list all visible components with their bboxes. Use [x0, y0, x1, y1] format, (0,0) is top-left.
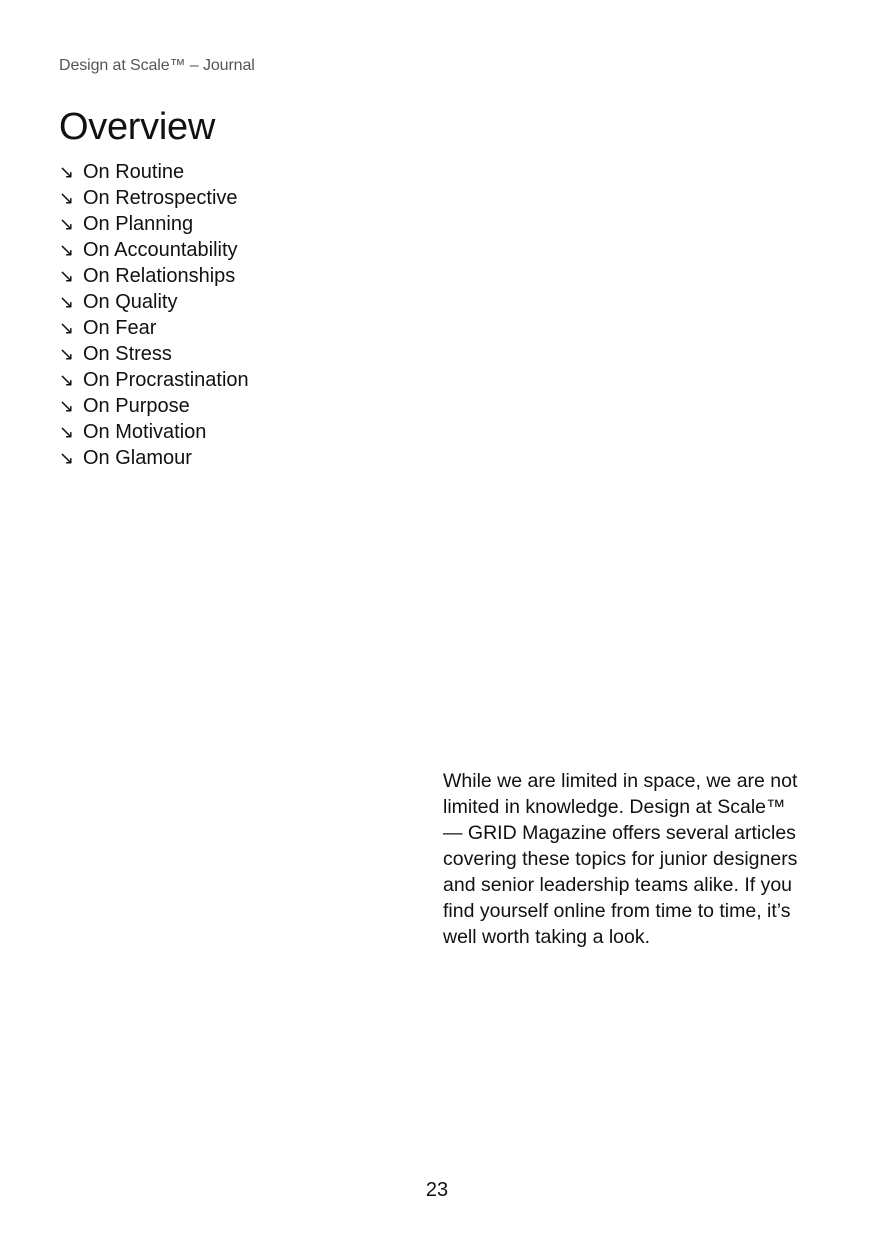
toc-item-motivation [59, 419, 249, 445]
toc-item-label: On Procrastination [83, 369, 249, 391]
arrow-down-right-icon: ↘ [59, 240, 75, 261]
toc-item-retrospective [59, 185, 249, 211]
toc-item-planning [59, 211, 249, 237]
toc-item-label: On Stress [83, 343, 172, 365]
table-of-contents [59, 159, 249, 471]
arrow-down-right-icon: ↘ [59, 214, 75, 235]
toc-item-label: On Quality [83, 291, 178, 313]
toc-item-quality [59, 289, 249, 315]
page-number: 23 [425, 1179, 449, 1201]
toc-item-routine [59, 159, 249, 185]
toc-item-glamour [59, 445, 249, 471]
toc-item-label: On Accountability [83, 239, 238, 261]
note-line: While we are limited in space, we are not [443, 770, 798, 792]
arrow-down-right-icon: ↘ [59, 188, 75, 209]
arrow-down-right-icon: ↘ [59, 292, 75, 313]
toc-item-purpose [59, 393, 249, 419]
toc-item-label: On Retrospective [83, 187, 238, 209]
arrow-down-right-icon: ↘ [59, 370, 75, 391]
toc-item-label: On Fear [83, 317, 157, 339]
note-line: limited in knowledge. Design at Scale™ [443, 796, 786, 818]
page-title: Overview [59, 106, 215, 148]
arrow-down-right-icon: ↘ [59, 266, 75, 287]
toc-item-label: On Routine [83, 161, 185, 183]
toc-item-relationships [59, 263, 249, 289]
note-line: find yourself online from time to time, it’s [443, 900, 791, 922]
note-line: and senior leadership teams alike. If you [443, 874, 793, 896]
toc-item-label: On Motivation [83, 421, 207, 443]
arrow-down-right-icon: ↘ [59, 422, 75, 443]
note-line: well worth taking a look. [443, 926, 651, 948]
note-line: covering these topics for junior designers [443, 848, 798, 870]
toc-item-label: On Planning [83, 213, 194, 235]
arrow-down-right-icon: ↘ [59, 318, 75, 339]
toc-item-procrastination [59, 367, 249, 393]
grid-magazine-note [443, 768, 815, 950]
arrow-down-right-icon: ↘ [59, 344, 75, 365]
note-line: — GRID Magazine offers several articles [443, 822, 796, 844]
toc-item-fear [59, 315, 249, 341]
toc-item-stress [59, 341, 249, 367]
arrow-down-right-icon: ↘ [59, 396, 75, 417]
running-header: Design at Scale™ – Journal [59, 57, 255, 74]
toc-item-label: On Glamour [83, 447, 192, 469]
toc-item-accountability [59, 237, 249, 263]
arrow-down-right-icon: ↘ [59, 448, 75, 469]
arrow-down-right-icon: ↘ [59, 162, 75, 183]
toc-item-label: On Purpose [83, 395, 190, 417]
toc-item-label: On Relationships [83, 265, 236, 287]
